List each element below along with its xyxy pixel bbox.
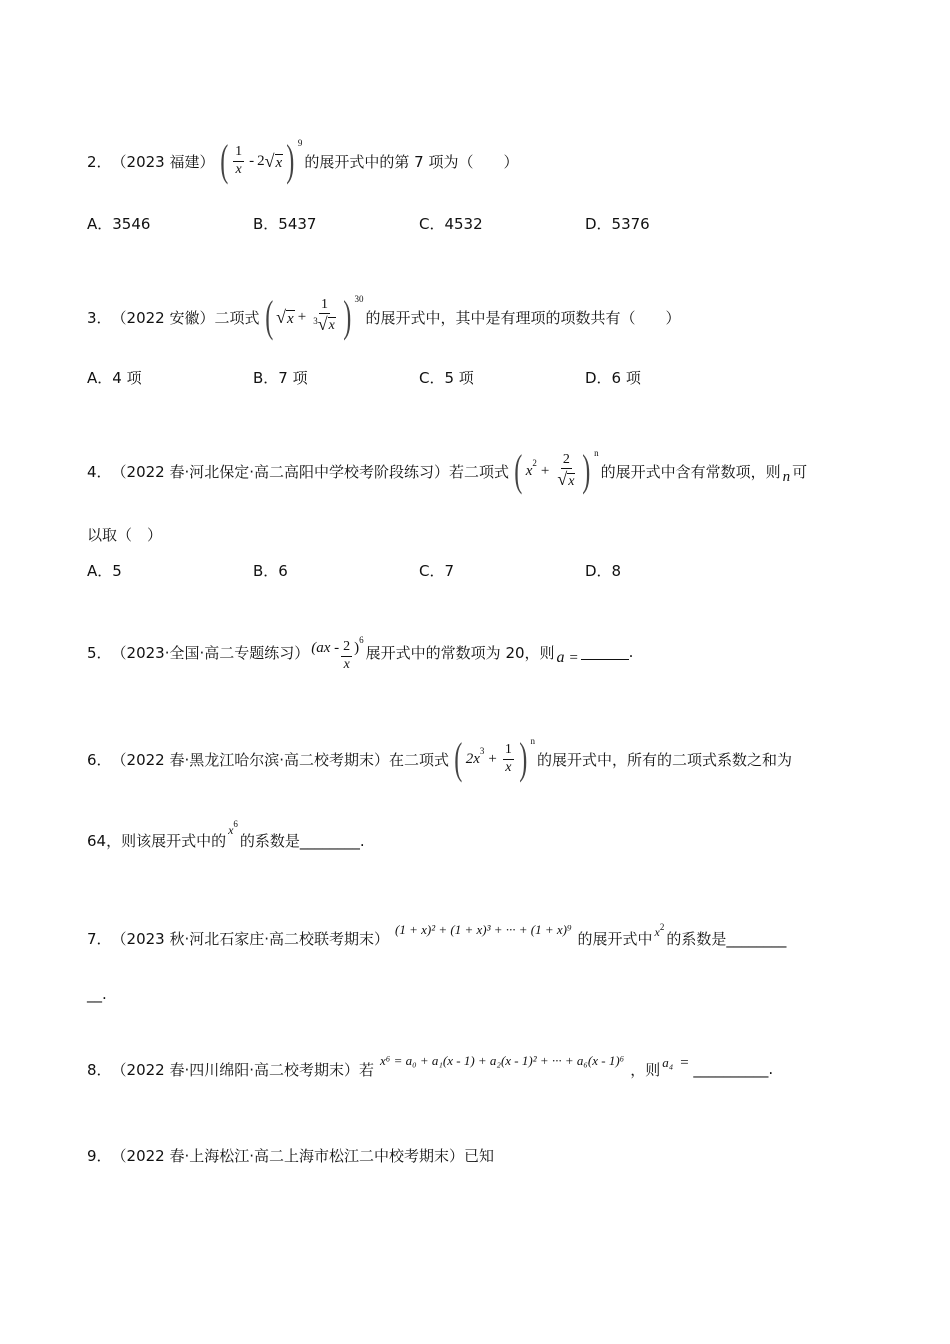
binomial-expression: (ax - $\frac{2}{x}$ ) 6 [311, 635, 364, 672]
options-q3 [87, 367, 751, 388]
question-source: （2022 春·黑龙江哈尔滨·高二校考期末）在二项式 [111, 750, 450, 769]
question-number: 8． [87, 1060, 112, 1079]
variable-a: a [556, 649, 565, 666]
question-4-line2: 以取（ ） [87, 525, 163, 544]
question-5: 5． （2023·全国·高二专题练习） (ax - $\frac{2}{x}$ ) 6 展开式中的常数项为 20，则 a = . [87, 626, 862, 678]
question-text: 展开式中的常数项为 20，则 [365, 643, 555, 662]
polynomial-expression: x⁶ = a₀ + a₁(x - 1) + a₂(x - 1)² + ··· + a₆(x - 1)⁶ [380, 1053, 625, 1068]
question-text: 的展开式中 [577, 929, 653, 948]
answer-blank[interactable]: __________. [693, 1060, 774, 1078]
question-7-line2: __. [87, 985, 107, 1003]
binomial-expression: ( √ x + 1 3 √ x ) 30 [264, 292, 364, 341]
question-9 [87, 1143, 862, 1167]
question-2 [87, 128, 862, 194]
option-b[interactable]: B．7 项 [253, 369, 308, 387]
question-source: （2023 秋·河北石家庄·高二校联考期末） [111, 929, 390, 948]
question-text-end: 可 [792, 462, 808, 481]
question-text: 的展开式中，其中是有理项的项数共有（ ） [365, 308, 681, 327]
binomial-expression: ( $\frac{1}{x}$ - 2 √ x ) 9 [219, 136, 303, 185]
sum-expression: (1 + x)² + (1 + x)³ + ··· + (1 + x)⁹ [395, 922, 572, 937]
question-number: 2． [87, 152, 112, 171]
question-source: （2022 安徽）二项式 [111, 308, 260, 327]
option-d[interactable]: D．5376 [585, 215, 650, 233]
variable-n: n [782, 468, 791, 485]
option-a[interactable]: A．4 项 [87, 369, 142, 387]
binomial-expression: ( 2x 3 + $\frac{1}{x}$ ) n [454, 734, 535, 783]
variable-a4: a₄ [662, 1055, 674, 1070]
binomial-expression: ( x 2 + 2 √ x ) n [514, 446, 599, 495]
question-number: 6． [87, 750, 112, 769]
option-d[interactable]: D．6 项 [585, 369, 641, 387]
question-3 [87, 282, 862, 352]
question-6-line2: 64，则该展开式中的 x 6 的系数是________. [87, 819, 365, 850]
question-source: （2023 福建） [111, 152, 215, 171]
question-8: 8． （2022 春·四川绵阳·高二校考期末）若 x⁶ = a₀ + a₁(x - 1) + a₂(x - 1)² + ··· + a₆(x - 1)⁶ ，则 a₄ = __________. [87, 1053, 774, 1079]
option-b[interactable]: B．6 [253, 562, 288, 580]
option-c[interactable]: C．4532 [419, 215, 483, 233]
question-text: 的展开式中，所有的二项式系数之和为 [536, 750, 792, 769]
question-7: 7． （2023 秋·河北石家庄·高二校联考期末） (1 + x)² + (1 + x)³ + ··· + (1 + x)⁹ 的展开式中 x 2 的系数是________ [87, 922, 787, 948]
answer-blank[interactable] [581, 645, 629, 660]
question-text: 的展开式中的第 7 项为（ ） [304, 152, 519, 171]
question-source: （2022 春·河北保定·高二高阳中学校考阶段练习）若二项式 [111, 462, 510, 481]
question-number: 3． [87, 308, 112, 327]
question-6 [87, 724, 862, 794]
option-a[interactable]: A．5 [87, 562, 122, 580]
question-source: （2022 春·上海松江·高二上海市松江二中校考期末）已知 [111, 1146, 495, 1165]
question-4 [87, 436, 862, 506]
question-number: 9． [87, 1146, 112, 1165]
option-a[interactable]: A．3546 [87, 215, 151, 233]
question-number: 4． [87, 462, 112, 481]
question-number: 5． [87, 643, 112, 662]
question-source: （2022 春·四川绵阳·高二校考期末）若 [111, 1060, 375, 1079]
options-q2 [87, 213, 751, 234]
option-c[interactable]: C．7 [419, 562, 455, 580]
option-c[interactable]: C．5 项 [419, 369, 474, 387]
question-source: （2023·全国·高二专题练习） [111, 643, 310, 662]
options-q4 [87, 560, 751, 581]
question-number: 7． [87, 929, 112, 948]
option-b[interactable]: B．5437 [253, 215, 317, 233]
option-d[interactable]: D．8 [585, 562, 622, 580]
question-text: 的展开式中含有常数项，则 [600, 462, 781, 481]
